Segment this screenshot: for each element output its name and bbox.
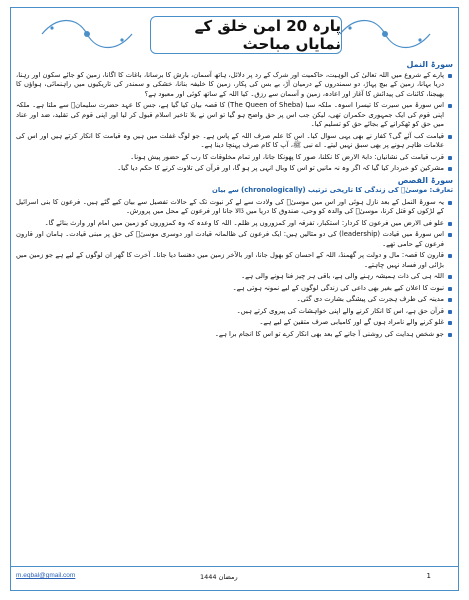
ornament-right <box>330 10 440 58</box>
section-heading-qasas: سورۃ القصص <box>397 175 453 185</box>
naml-para-4: قرب قیامت کی نشانیاں: دابۃ الارض کا نکلنا، صور کا پھونکا جانا، اور تمام مخلوقات کا رب کے حضور پیش ہونا۔ <box>16 153 453 163</box>
ornament-left <box>32 10 142 58</box>
page-number: 1 <box>426 572 431 580</box>
qasas-bullet-1: اللہ ہی کی ذات ہمیشہ رہنے والی ہے، باقی ہر چیز فنا ہونے والی ہے۔ <box>16 272 453 282</box>
naml-para-2: اس سورۃ میں سیرت کا تیسرا اسوہ۔ ملکہ سبا (The Queen of Sheba) کا قصہ بیان کیا گیا ہے، جس کا عہد حضرت سلیمانؑ سے ملتا ہے۔ ملکہ اپنی قوم کی ایک جمہوری حکمران تھی، لیکن جب اس پر حق واضح ہو گیا تو اس نے بلا تاخیر اسلام قبول کر لیا اور اپنی قوم کی تقلید، ضد اور عناد میں حق کو ٹھکرانے کے بجائے حق کو تسلیم کیا۔ <box>16 101 453 130</box>
qasas-bullet-3: مدینہ کی طرف ہجرت کی پیشگی بشارت دی گئی۔ <box>16 295 453 305</box>
naml-para-5: مشرکین کو خبردار کیا گیا کہ اگر وہ نہ مانیں تو اس کا وبال انہی پر ہو گا، اور قرآن کی تلاوت کرنے کا حکم دیا گیا۔ <box>16 164 453 174</box>
page-title: پارہ 20 امن خلق کے نمایاں مباحث <box>194 17 341 53</box>
naml-para-3: قیامت کب آئے گی؟ کفار نے بھی یہی سوال کیا۔ اس کا علم صرف اللہ کے پاس ہے۔ جو لوگ غفلت میں ہیں وہ قیامت کا انکار کرتے ہیں اور اس کی علامات ظاہر ہونے پر بھی سبق نہیں لیتے۔ اے نبی ﷺ، آپ کا کام صرف پہنچا دینا ہے۔ <box>16 132 453 151</box>
page-footer <box>10 566 459 589</box>
qasas-para-2: علو فی الارض میں فرعون کا کردار: استکبار، تفرقہ اور کمزوروں پر ظلم۔ اللہ کا وعدہ کہ وہ کمزوروں کو زمین میں امام اور وارث بنائے گا۔ <box>16 219 453 229</box>
qasas-bullet-6: جو شخص ہدایت کی روشنی آ جانے کے بعد بھی انکار کرے تو اس کا انجام برا ہے۔ <box>16 330 453 340</box>
qasas-bullet-5: غلو کرنے والے نامراد ہوں گے اور کامیابی صرف متقین کے لیے ہے۔ <box>16 318 453 328</box>
qasas-para-4: قارون کا قصہ: مال و دولت پر گھمنڈ، اللہ کے احسان کو بھول جانا، اور بالآخر زمین میں دھنسا دیا جانا۔ آخرت کا گھر ان لوگوں کے لیے ہے جو زمین میں بڑائی اور فساد نہیں چاہتے۔ <box>16 251 453 270</box>
qasas-para-3: اس سورۃ میں قیادت (leadership) کی دو مثالیں ہیں: ایک فرعون کی ظالمانہ قیادت اور دوسری موسیٰؑ کی حق پر مبنی قیادت۔ ہامان اور قارون فرعون کے حامی تھے۔ <box>16 230 453 249</box>
document-body <box>16 58 453 563</box>
qasas-bullet-2: نبوت کا اعلان کیے بغیر بھی داعی کی زندگی لوگوں کے لیے نمونہ ہوتی ہے۔ <box>16 284 453 294</box>
qasas-bullet-4: قرآن حق ہے، اس کا انکار کرنے والے اپنی خواہشات کی پیروی کرتے ہیں۔ <box>16 307 453 317</box>
footer-date: رمضان 1444 <box>200 573 238 581</box>
qasas-para-1: یہ سورۃ النمل کے بعد نازل ہوئی اور اس میں موسیٰؑ کی ولادت سے لے کر نبوت تک کے حالات تفصیل سے بیان کیے گئے ہیں۔ فرعون کا بنی اسرائیل کے لڑکوں کو قتل کرنا، موسیٰؑ کی والدہ کو وحی، صندوق کا دریا میں ڈالا جانا اور فرعون کے محل میں پرورش۔ <box>16 198 453 217</box>
footer-email-link[interactable]: m.eqbal@gmail.com <box>16 572 76 579</box>
qasas-note: تعارف: موسیٰؑ کی زندگی کا تاریخی ترتیب (chronologically) سے بیان <box>212 186 453 194</box>
page-title-banner <box>150 16 342 54</box>
section-heading-naml: سورۃ النمل <box>406 60 453 69</box>
naml-para-1: پارے کے شروع میں اللہ تعالیٰ کی الوہیت، حاکمیت اور شرک کے رد پر دلائل، ہاتھ آسمان، بارش کا برسانا، باغات کا اگانا، زمین کو جائے سکون اور رہنا، دریا بہانا، زمین کے بیچ پہاڑ، دو سمندروں کے درمیان آڑ، بے بس کی پکار، زمین کا خلیفہ بنانا، خشکی و سمندر کی تاریکیوں میں راہنمائی، ہواؤں کا بھیجنا، کائنات کی پیدائش کا آغاز اور اعادہ، زمین و آسمان سے رزق۔ کیا اللہ کے ساتھ کوئی اور معبود ہے؟ <box>16 71 453 100</box>
